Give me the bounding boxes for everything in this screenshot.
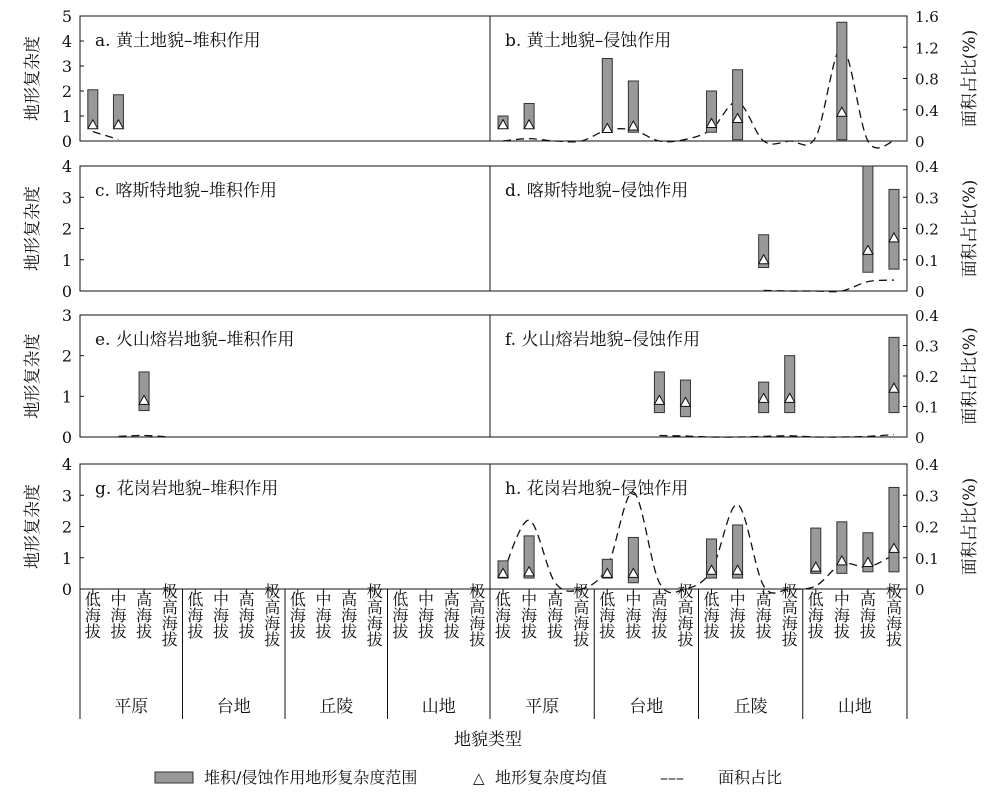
x-axis-title: 地貌类型 [454,730,522,750]
y-axis-title-right: 面积占比(%) [960,327,980,425]
legend-range-label: 堆积/侵蚀作用地形复杂度范围 [204,768,418,787]
elevation-label: 高海拔 [441,591,461,639]
elevation-label: 极高海拔 [159,583,179,647]
panel-title: a. 黄土地貌–堆积作用 [95,31,261,51]
elevation-label: 中海拔 [622,591,642,639]
left-tick-label: 2 [61,346,72,366]
right-tick-label: 0 [915,581,925,599]
elevation-label: 极高海拔 [261,583,281,647]
elevation-label: 中海拔 [107,591,127,639]
left-tick-label: 0 [61,282,72,301]
left-tick-label: 3 [61,188,72,208]
chart-panels [23,7,980,599]
complexity-range-bar [733,70,743,140]
elevation-label: 低海拔 [287,591,307,639]
elevation-label: 低海拔 [805,591,825,639]
legend-mean-symbol: △ [473,769,485,787]
elevation-label: 高海拔 [544,591,564,639]
elevation-label: 低海拔 [184,591,204,639]
left-tick-label: 0 [61,580,72,599]
elevation-label: 极高海拔 [883,583,903,647]
left-tick-label: 5 [61,7,72,26]
legend [155,768,782,787]
elevation-label: 极高海拔 [466,583,486,647]
panel-title: b. 黄土地貌–侵蚀作用 [505,31,672,51]
elevation-label: 低海拔 [389,591,409,639]
left-tick-label: 3 [61,486,72,506]
area-ratio-line [503,492,894,593]
left-tick-label: 4 [61,455,72,474]
left-tick-label: 4 [61,157,72,176]
right-tick-label: 0.2 [915,368,939,386]
elevation-label: 中海拔 [831,591,851,639]
panel-erosion [498,479,899,593]
right-tick-label: 0.3 [915,487,939,506]
complexity-range-bar [837,22,847,140]
y-axis-title-right: 面积占比(%) [960,29,980,128]
left-tick-label: 0 [61,428,72,447]
landform-label: 平原 [114,697,149,717]
area-ratio-line [93,132,119,140]
left-tick-label: 1 [61,250,72,270]
elevation-label: 高海拔 [338,591,358,639]
right-tick-label: 0.4 [915,101,939,120]
panel-deposition [95,330,294,437]
right-tick-label: 0.2 [915,518,939,537]
left-tick-label: 2 [61,219,72,239]
left-tick-label: 2 [61,82,72,101]
y-axis-title-right: 面积占比(%) [960,179,980,278]
right-tick-label: 0.3 [915,337,939,356]
elevation-label: 中海拔 [210,591,230,639]
elevation-label: 中海拔 [312,591,332,639]
elevation-label: 中海拔 [415,591,435,639]
y-axis-title-right: 面积占比(%) [960,477,980,576]
area-ratio-line [503,47,894,148]
elevation-label: 中海拔 [518,591,538,639]
elevation-label: 高海拔 [133,591,153,639]
elevation-label: 极高海拔 [364,583,384,647]
panel-title: g. 花岗岩地貌–堆积作用 [95,479,279,499]
complexity-range-bar [602,59,612,133]
landform-label: 丘陵 [733,697,768,717]
elevation-label: 极高海拔 [779,583,799,647]
chart-row-4 [23,455,980,599]
right-tick-label: 0 [915,283,925,301]
right-tick-label: 0.4 [915,456,939,474]
complexity-range-bar [837,522,847,574]
left-tick-label: 3 [61,57,72,76]
elevation-label: 高海拔 [236,591,256,639]
elevation-label: 极高海拔 [570,583,590,647]
complexity-range-bar [889,189,899,269]
left-tick-label: 0 [61,132,72,151]
right-tick-label: 0.1 [915,398,939,417]
landform-label: 山地 [837,697,872,717]
panel-deposition [88,31,261,139]
elevation-label: 低海拔 [492,591,512,639]
left-tick-label: 1 [61,387,72,407]
left-tick-label: 3 [61,306,72,325]
landform-label: 台地 [629,697,664,717]
y-axis-title-left: 地形复杂度 [23,484,43,569]
right-tick-label: 0.1 [915,549,939,568]
right-tick-label: 0.4 [915,307,939,325]
complexity-range-bar [785,356,795,413]
left-tick-label: 2 [61,517,72,537]
complexity-range-bar [654,372,664,413]
right-tick-label: 0.2 [915,220,939,239]
right-tick-label: 0.1 [915,251,939,270]
chart-row-2 [23,157,980,301]
left-tick-label: 4 [61,32,72,51]
panel-title: e. 火山熔岩地貌–堆积作用 [95,330,295,350]
panel-title: c. 喀斯特地貌–堆积作用 [95,181,277,201]
elevation-label: 中海拔 [727,591,747,639]
elevation-label: 高海拔 [753,591,773,639]
right-tick-label: 0 [915,429,925,447]
elevation-label: 低海拔 [701,591,721,639]
elevation-label: 极高海拔 [674,583,694,647]
y-axis-title-left: 地形复杂度 [23,333,43,419]
landform-label: 平原 [525,697,560,717]
y-axis-title-left: 地形复杂度 [23,186,43,271]
landform-label: 丘陵 [319,697,354,717]
legend-mean-label: 地形复杂度均值 [495,768,608,787]
right-tick-label: 0.4 [915,158,939,176]
panel-erosion [505,330,899,437]
legend-area-symbol: ––– [660,768,684,787]
panel-deposition [95,479,278,499]
elevation-label: 高海拔 [648,591,668,639]
left-tick-label: 1 [61,548,72,568]
y-axis-title-left: 地形复杂度 [23,36,43,121]
complexity-range-bar [889,487,899,571]
panel-erosion [505,166,899,292]
legend-range-swatch [155,772,193,783]
landform-label: 台地 [216,697,251,717]
complexity-range-bar [863,166,873,272]
right-tick-label: 1.2 [915,39,939,58]
elevation-label: 低海拔 [82,591,102,639]
landform-label: 山地 [421,697,456,717]
panel-erosion [498,22,894,148]
left-tick-label: 1 [61,107,72,126]
right-tick-label: 0.3 [915,189,939,208]
panel-title: f. 火山熔岩地貌–侵蚀作用 [505,330,700,350]
x-axis-categories [80,582,907,719]
elevation-label: 低海拔 [596,591,616,639]
panel-title: d. 喀斯特地貌–侵蚀作用 [505,181,689,201]
panel-deposition [95,181,277,201]
chart-row-1 [23,7,980,151]
elevation-label: 高海拔 [857,591,877,639]
panel-title: h. 花岗岩地貌–侵蚀作用 [505,479,689,499]
chart-row-3 [23,306,980,447]
legend-area-label: 面积占比 [718,768,783,787]
complexity-range-bar [889,337,899,412]
right-tick-label: 0 [915,133,925,151]
area-ratio-line [764,280,894,292]
right-tick-label: 1.6 [915,8,939,26]
right-tick-label: 0.8 [915,70,939,89]
